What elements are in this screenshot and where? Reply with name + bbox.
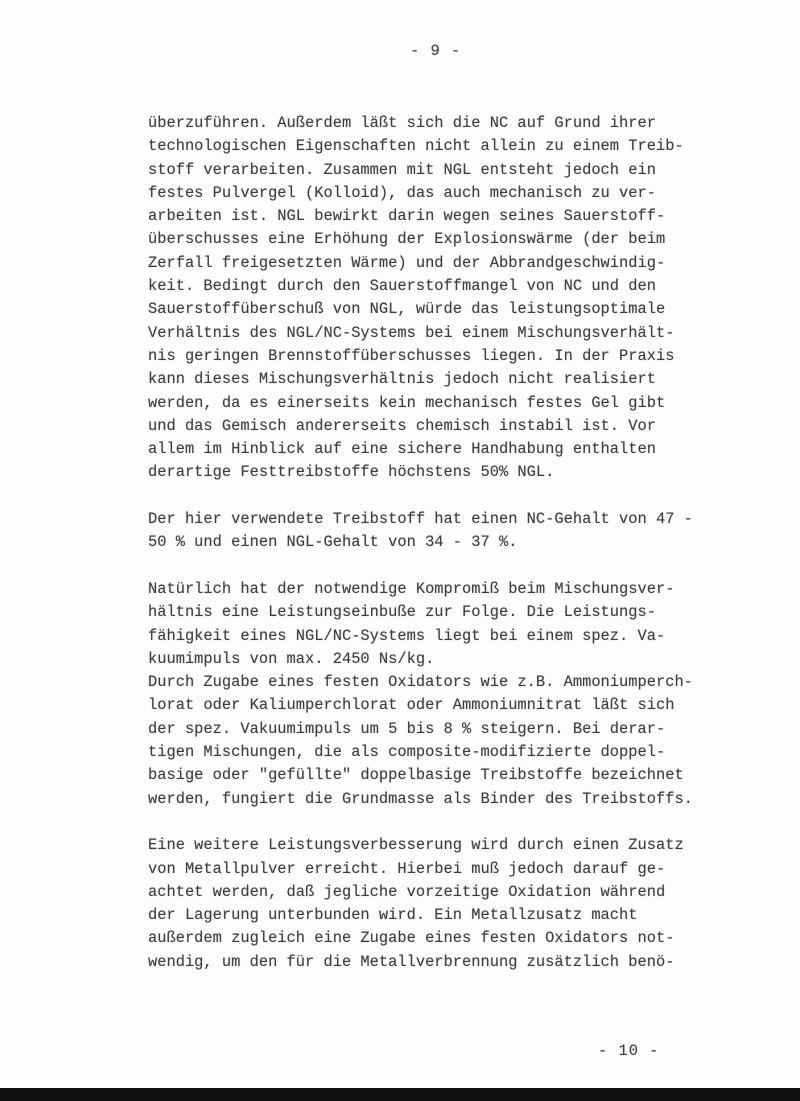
text-line: basige oder "gefüllte" doppelbasige Treibstoffe bezeichnet (148, 766, 684, 785)
text-line: überzuführen. Außerdem läßt sich die NC auf Grund ihrer (148, 114, 656, 132)
text-line: keit. Bedingt durch den Sauerstoffmangel von NC und den (148, 277, 656, 296)
text-line: technologischen Eigenschaften nicht allein zu einem Treib- (148, 137, 684, 156)
text-line: arbeiten ist. NGL bewirkt darin wegen seines Sauerstoff- (148, 207, 666, 226)
text-line: werden, da es einerseits kein mechanisch festes Gel gibt (148, 393, 666, 412)
paragraph (148, 578, 708, 811)
text-line: Verhältnis des NGL/NC-Systems bei einem Mischungsverhält- (148, 323, 675, 342)
text-line: Durch Zugabe eines festen Oxidators wie z.B. Ammoniumperch- (148, 673, 693, 692)
paragraph (148, 508, 708, 555)
text-line: Natürlich hat der notwendige Kompromiß beim Mischungsver- (148, 579, 675, 598)
text-line: wendig, um den für die Metallverbrennung zusätzlich benö- (148, 952, 675, 971)
header-page-number: - 9 - (410, 42, 462, 60)
text-line: der spez. Vakuumimpuls um 5 bis 8 % steigern. Bei derar- (148, 719, 666, 738)
text-line: der Lagerung unterbunden wird. Ein Metallzusatz macht (148, 906, 638, 925)
text-line: überschusses eine Erhöhung der Explosionswärme (der beim (148, 230, 666, 249)
text-line: kuumimpuls von max. 2450 Ns/kg. (148, 649, 435, 668)
text-line: von Metallpulver erreicht. Hierbei muß jedoch darauf ge- (148, 859, 666, 878)
text-line: achtet werden, daß jegliche vorzeitige Oxidation während (148, 882, 666, 901)
text-line: Zerfall freigesetzten Wärme) und der Abbrandgeschwindig- (148, 253, 666, 272)
text-block (148, 112, 708, 997)
text-line: und das Gemisch andererseits chemisch instabil ist. Vor (148, 416, 656, 435)
text-line: fähigkeit eines NGL/NC-Systems liegt bei einem spez. Va- (148, 626, 666, 645)
text-line: außerdem zugleich eine Zugabe eines festen Oxidators not- (148, 929, 675, 948)
footer-page-number: - 10 - (598, 1042, 660, 1060)
text-line: lorat oder Kaliumperchlorat oder Ammoniumnitrat läßt sich (148, 696, 675, 715)
text-line: nis geringen Brennstoffüberschusses liegen. In der Praxis (148, 346, 675, 365)
text-line: 50 % und einen NGL-Gehalt von 34 - 37 %. (148, 533, 518, 552)
text-line: Eine weitere Leistungsverbesserung wird durch einen Zusatz (148, 836, 684, 855)
scan-edge-artifact (0, 1088, 800, 1101)
text-line: kann dieses Mischungsverhältnis jedoch nicht realisiert (148, 370, 656, 389)
paragraph (148, 834, 708, 974)
text-line: werden, fungiert die Grundmasse als Binder des Treibstoffs. (148, 789, 693, 808)
text-line: festes Pulvergel (Kolloid), das auch mechanisch zu ver- (148, 183, 656, 202)
text-line: Der hier verwendete Treibstoff hat einen NC-Gehalt von 47 - (148, 510, 693, 529)
text-line: stoff verarbeiten. Zusammen mit NGL entsteht jedoch ein (148, 160, 656, 179)
paragraph (148, 112, 708, 485)
text-line: Sauerstoffüberschuß von NGL, würde das leistungsoptimale (148, 300, 666, 319)
text-line: hältnis eine Leistungseinbuße zur Folge. Die Leistungs- (148, 603, 656, 622)
text-line: derartige Festtreibstoffe höchstens 50% NGL. (148, 463, 555, 482)
text-line: allem im Hinblick auf eine sichere Handhabung enthalten (148, 440, 656, 459)
text-line: tigen Mischungen, die als composite-modifizierte doppel- (148, 743, 666, 762)
